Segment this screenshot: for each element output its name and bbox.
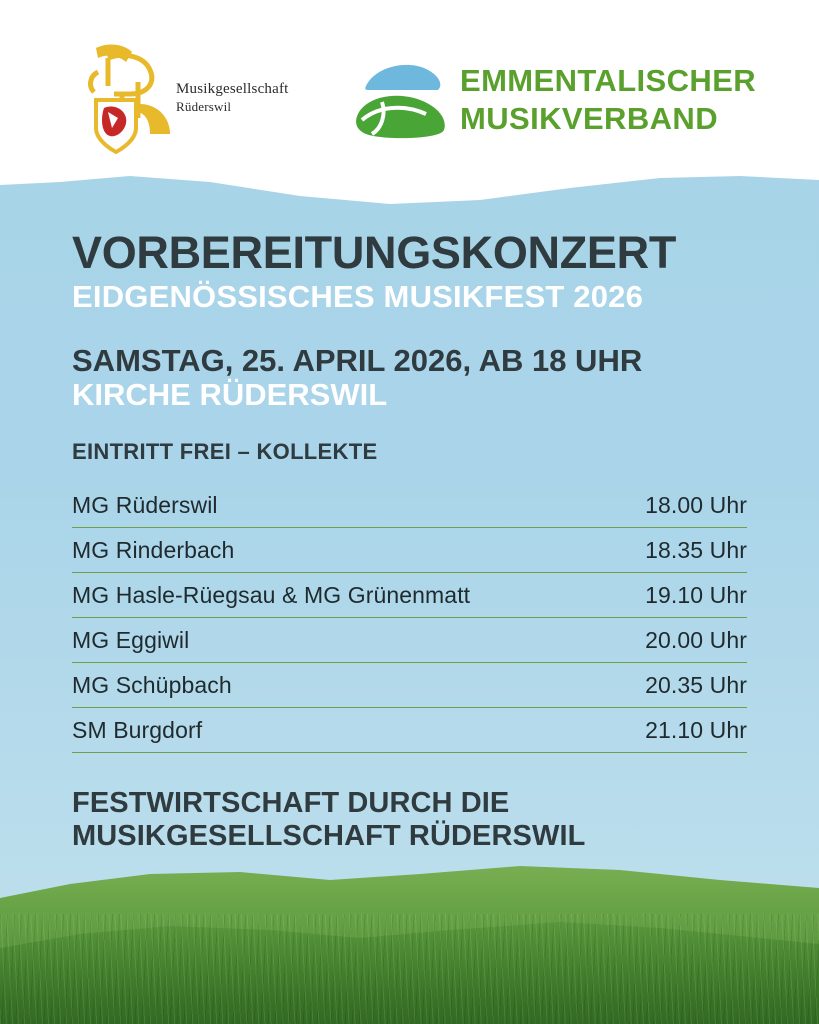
program-table xyxy=(72,483,747,753)
page-title: VORBEREITUNGSKONZERT xyxy=(72,227,677,278)
society-name-line1: Musikgesellschaft xyxy=(176,81,289,97)
program-ensemble: SM Burgdorf xyxy=(72,716,203,743)
table-row xyxy=(72,617,747,662)
program-time: 21.10 Uhr xyxy=(645,716,747,743)
festwirtschaft-line1: FESTWIRTSCHAFT DURCH DIE xyxy=(72,786,510,819)
program-ensemble: MG Schüpbach xyxy=(72,671,232,698)
logo-emmentalischer-musikverband xyxy=(352,52,757,148)
logo-musikgesellschaft-ruederswil xyxy=(78,42,289,162)
emmental-hills-icon xyxy=(352,58,452,140)
society-name xyxy=(176,80,289,115)
entry-info: EINTRITT FREI – KOLLEKTE xyxy=(72,438,378,464)
page-subtitle: EIDGENÖSSISCHES MUSIKFEST 2026 xyxy=(72,279,644,314)
society-name-line2: Rüderswil xyxy=(176,98,232,114)
logo-header xyxy=(0,0,819,180)
program-time: 18.00 Uhr xyxy=(645,491,747,518)
association-name xyxy=(460,62,756,138)
festwirtschaft-line2: MUSIKGESELLSCHAFT RÜDERSWIL xyxy=(72,820,586,853)
association-name-line1: EMMENTALISCHER xyxy=(460,63,757,98)
poster-content xyxy=(0,227,819,854)
event-venue: KIRCHE RÜDERSWIL xyxy=(72,377,388,413)
program-ensemble: MG Eggiwil xyxy=(72,626,190,653)
program-time: 20.35 Uhr xyxy=(645,671,747,698)
table-row xyxy=(72,483,747,528)
program-ensemble: MG Rüderswil xyxy=(72,491,218,518)
program-time: 18.35 Uhr xyxy=(645,536,747,563)
table-row xyxy=(72,572,747,617)
association-name-line2: MUSIKVERBAND xyxy=(460,100,718,136)
program-ensemble: MG Hasle-Rüegsau & MG Grünenmatt xyxy=(72,581,471,608)
table-row xyxy=(72,707,747,752)
table-row xyxy=(72,527,747,572)
tuba-icon xyxy=(78,42,174,154)
program-time: 20.00 Uhr xyxy=(645,626,747,653)
program-ensemble: MG Rinderbach xyxy=(72,536,235,563)
table-row xyxy=(72,662,747,707)
program-time: 19.10 Uhr xyxy=(645,581,747,608)
event-date: SAMSTAG, 25. APRIL 2026, AB 18 UHR xyxy=(72,342,643,378)
